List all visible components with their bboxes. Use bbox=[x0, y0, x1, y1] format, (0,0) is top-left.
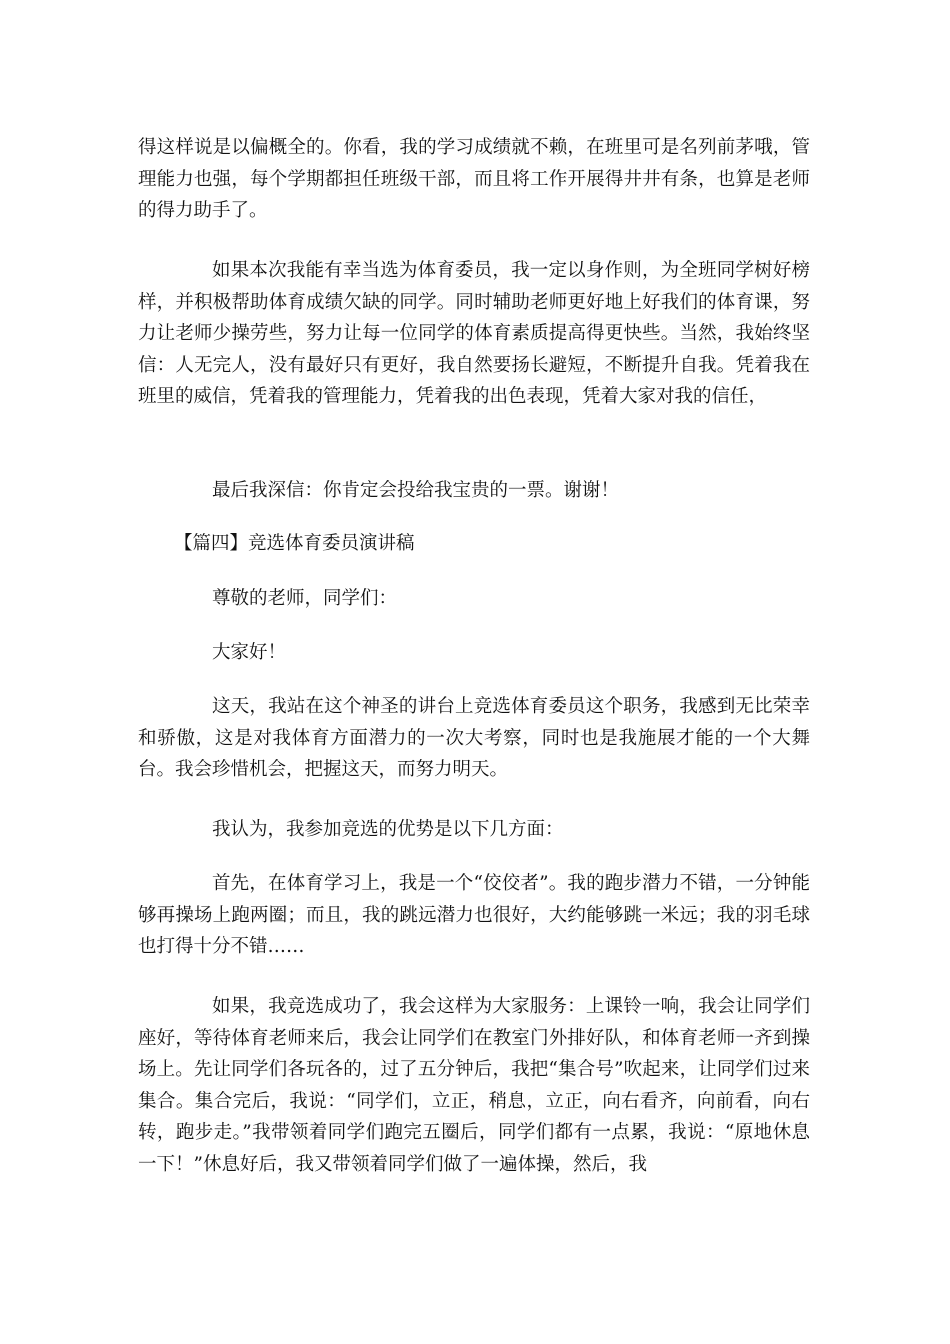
paragraph-greeting: 大家好！ bbox=[212, 642, 287, 663]
paragraph-service-plan: 如果，我竞选成功了，我会这样为大家服务：上课铃一响，我会让同学们座好，等待体育老师来后，我会让同学们在教室门外排好队，和体育老师一齐到操场上。先让同学们各玩各的，过了五分钟后，我把“集合号”吹起来，让同学们过来集合。集合完后，我说：“同学们，立正，稍息，立正，向右看齐，向前看，向右转，跑步走。”我带领着同学们跑完五圈后，同学们都有一点累，我说：“原地休息一下！”休息好后，我又带领着同学们做了一遍体操，然后，我 bbox=[138, 996, 810, 1175]
paragraph-salutation: 尊敬的老师，同学们： bbox=[212, 588, 398, 609]
section-heading: 【篇四】竞选体育委员演讲稿 bbox=[174, 533, 415, 554]
paragraph-promise: 如果本次我能有幸当选为体育委员，我一定以身作则，为全班同学树好榜样，并积极帮助体育成绩欠缺的同学。同时辅助老师更好地上好我们的体育课，努力让老师少操劳些，努力让每一位同学的体育素质提高得更快些。当然，我始终坚信：人无完人，没有最好只有更好，我自然要扬长避短，不断提升自我。凭着我在班里的威信，凭着我的管理能力，凭着我的出色表现，凭着大家对我的信任， bbox=[138, 260, 810, 407]
paragraph-advantages-intro: 我认为，我参加竞选的优势是以下几方面： bbox=[212, 819, 564, 840]
paragraph-introduction: 这天，我站在这个神圣的讲台上竞选体育委员这个职务，我感到无比荣幸和骄傲，这是对我体育方面潜力的一次大考察，同时也是我施展才能的一个大舞台。我会珍惜机会，把握这天，而努力明天。 bbox=[138, 696, 810, 780]
paragraph-sports-skills: 首先，在体育学习上，我是一个“佼佼者”。我的跑步潜力不错，一分钟能够再操场上跑两圈；而且，我的跳远潜力也很好，大约能够跳一米远；我的羽毛球也打得十分不错…… bbox=[138, 873, 810, 957]
paragraph-self-assessment: 得这样说是以偏概全的。你看，我的学习成绩就不赖，在班里可是名列前茅哦，管理能力也强，每个学期都担任班级干部，而且将工作开展得井井有条，也算是老师的得力助手了。 bbox=[138, 137, 810, 221]
paragraph-closing: 最后我深信：你肯定会投给我宝贵的一票。谢谢！ bbox=[212, 480, 620, 501]
